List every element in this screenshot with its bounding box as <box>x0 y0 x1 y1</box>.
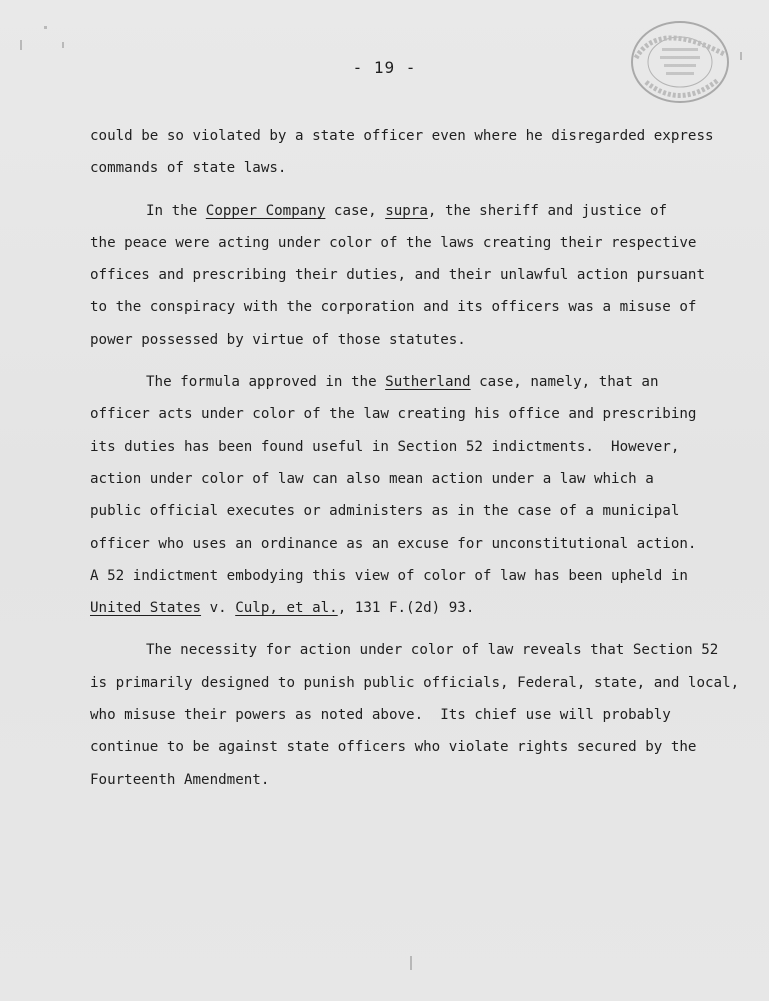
text-run: action under color of law can also mean action under a law which a <box>90 470 654 487</box>
case-citation: Copper Company <box>205 202 326 219</box>
text-run: power possessed by virtue of those statutes. <box>90 331 466 348</box>
text-run: , 131 F.(2d) 93. <box>337 600 475 617</box>
text-run: offices and prescribing their duties, and their unlawful action pursuant <box>90 267 705 284</box>
paragraph <box>90 634 740 795</box>
text-run: The necessity for action under color of law reveals that Section 52 <box>146 642 719 659</box>
text-run: its duties has been found useful in Section 52 indictments. However, <box>90 438 680 455</box>
text-run: case, <box>325 202 386 219</box>
case-citation: supra <box>385 202 428 219</box>
text-run: continue to be against state officers who violate rights secured by the <box>90 739 697 756</box>
text-line <box>90 764 710 796</box>
document-body <box>90 120 740 796</box>
text-line <box>90 227 710 259</box>
text-run: , the sheriff and justice of <box>427 202 668 219</box>
paragraph-gap <box>90 624 710 634</box>
text-line <box>90 120 714 152</box>
text-line <box>90 731 710 763</box>
text-line <box>90 528 710 560</box>
text-run: The formula approved in the <box>146 374 386 391</box>
text-line <box>90 366 710 398</box>
case-citation: Sutherland <box>385 374 471 391</box>
text-run: to the conspiracy with the corporation and its officers was a misuse of <box>90 299 697 316</box>
text-run: public official executes or administers as in the case of a municipal <box>90 503 680 520</box>
text-line <box>90 463 710 495</box>
archive-stamp <box>628 18 732 106</box>
text-run: commands of state laws. <box>90 160 287 177</box>
edge-mark <box>410 956 412 970</box>
text-line <box>90 152 710 184</box>
text-run: In the <box>146 202 206 219</box>
text-line <box>90 398 710 430</box>
case-citation: Culp, et al. <box>235 600 338 617</box>
text-line <box>90 291 710 323</box>
text-line <box>90 634 719 666</box>
edge-mark <box>20 40 22 50</box>
text-line <box>90 259 710 291</box>
paragraph <box>90 195 710 356</box>
page-number: - 19 - <box>352 58 417 77</box>
text-run: the peace were acting under color of the laws creating their respective <box>90 234 697 251</box>
text-line <box>90 699 710 731</box>
text-run: could be so violated by a state officer even where he disregarded express <box>90 128 714 144</box>
edge-mark <box>62 42 64 48</box>
text-run: officer acts under color of the law creating his office and prescribing <box>90 406 697 423</box>
text-run: who misuse their powers as noted above. Its chief use will probably <box>90 707 671 724</box>
paragraph <box>90 120 714 185</box>
text-run: case, namely, that an <box>470 374 659 391</box>
paragraph-gap <box>90 356 710 366</box>
text-run: is primarily designed to punish public officials, Federal, state, and local, <box>90 674 740 691</box>
text-run: officer who uses an ordinance as an excuse for unconstitutional action. <box>90 535 697 552</box>
text-run: A 52 indictment embodying this view of color of law has been upheld in <box>90 567 688 584</box>
paragraph-gap <box>90 185 710 195</box>
text-line <box>90 667 740 699</box>
edge-mark <box>740 52 742 60</box>
paragraph <box>90 366 710 624</box>
text-line <box>90 495 710 527</box>
edge-mark <box>44 26 47 29</box>
text-line <box>90 324 710 356</box>
text-line <box>90 195 710 227</box>
text-line <box>90 560 710 592</box>
case-citation: United States <box>90 600 202 617</box>
text-run: v. <box>201 600 236 617</box>
text-run: Fourteenth Amendment. <box>90 771 270 788</box>
text-line <box>90 592 710 624</box>
text-line <box>90 431 710 463</box>
